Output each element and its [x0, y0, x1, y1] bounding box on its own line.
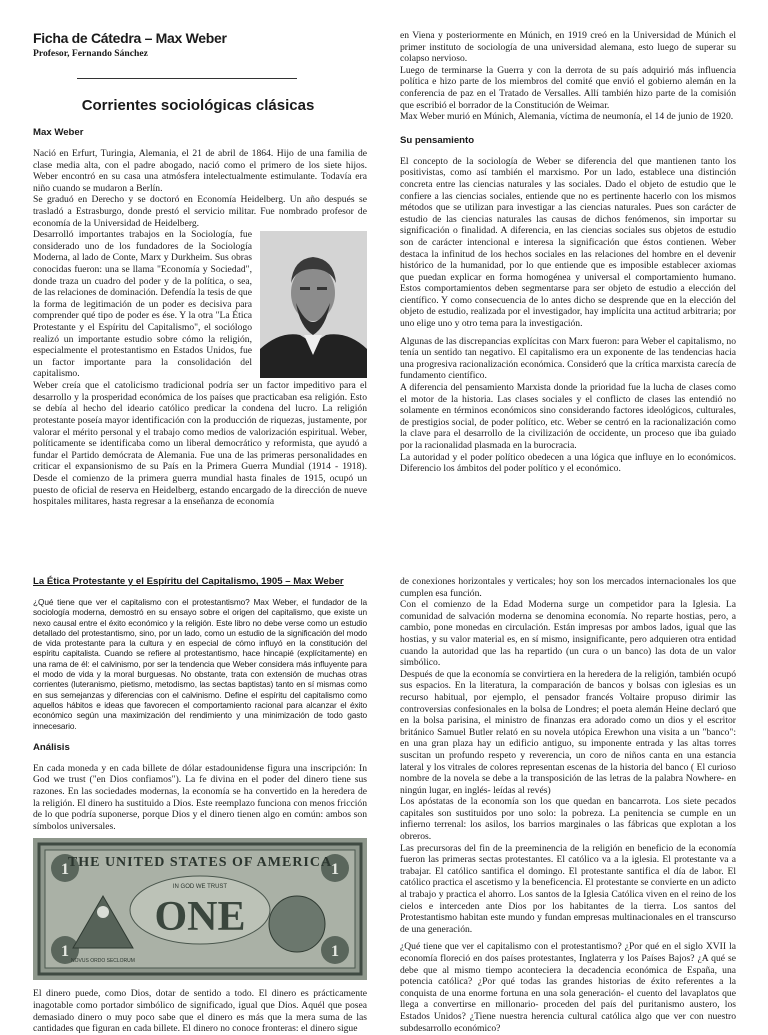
- analysis-heading: Análisis: [33, 741, 70, 753]
- bio-paragraph-6: Luego de terminarse la Guerra y con la derrota de su país adquirió más influencia política e hizo parte de los miembros del comité que envió el gobierno alemán en la conferencia de paz en el Tratado de Versalles. Allí también hizo parte de la comisión que escribió el borrador de la Constitución de Weimar.: [400, 64, 736, 111]
- analysis-paragraph-3: de conexiones horizontales y verticales; hoy son los mercados internacionales los que cumplen esa función.: [400, 576, 736, 599]
- biography-subheading: Max Weber: [33, 127, 84, 138]
- bio-paragraph-5: en Viena y posteriormente en Múnich, en 1919 creó en la Universidad de Múnich el primer instituto de sociología de una universidad alemana, esto luego de superar su colapso nervioso.: [400, 30, 736, 65]
- ethics-heading: La Ética Protestante y el Espíritu del Capitalismo, 1905 – Max Weber: [33, 576, 344, 587]
- document-title: Ficha de Cátedra – Max Weber: [33, 30, 227, 46]
- ethics-column: [33, 576, 367, 1035]
- bill-corner-digit: 1: [61, 861, 69, 879]
- dollar-icon: [33, 838, 367, 980]
- analysis-paragraph-4: Con el comienzo de la Edad Moderna surge un competidor para la Iglesia. La comunidad de salvación moderna se denomina economía. No reparte hostias, pero, a cambio, pone monedas en circulación. Están impresas por ambos lados, igual que las hostias, y su valor material es, en sí mismo, insignificante, pero adquieren otra entidad cuando la autoridad que las ha repartido (un cura o un banco) las dota de un valor simbólico.: [400, 599, 736, 669]
- bio-paragraph-7: Max Weber murió en Múnich, Alemania, víctima de neumonía, el 14 de junio de 1920.: [400, 111, 734, 123]
- analysis-paragraph-7: Las precursoras del fin de la preeminencia de la religión en beneficio de la economía fueron las primeras sectas protestantes. El católico va a la iglesia. El protestante va a trabajar. El católico santifica el domingo. El protestante santifica el día de labor. El católico practica el ascetismo y la beneficencia. El protestante se convierte en un adicto al trabajo y practica el ahorro. Los santos de la Iglesia Católica viven en el reino de los cielos e interceden ante Dios por los habitantes de la tierra. Los santos del Protestantismo habitan este mundo y fundan empresas multinacionales en el transcurso de una generación.: [400, 842, 736, 935]
- bill-corner-digit: 1: [61, 943, 69, 961]
- bill-corner-digit: 1: [331, 861, 339, 879]
- right-column-top: [400, 30, 736, 475]
- professor-name: Profesor, Fernando Sánchez: [33, 48, 148, 59]
- section-heading: Corrientes sociológicas clásicas: [81, 97, 315, 114]
- bill-motto: IN GOD WE TRUST: [172, 884, 228, 891]
- thought-paragraph-2: Algunas de las discrepancias explícitas con Marx fueron: para Weber el capitalismo, no tenía un sentido tan negativo. El capitalismo era un exponente de las tendencias hacia una progresiva racionalización económica. Consideró que la crítica marxista carecía de fundamento científico.: [400, 335, 736, 382]
- biography-column: [33, 127, 367, 508]
- analysis-paragraph-8: ¿Qué tiene que ver el capitalismo con el protestantismo? ¿Por qué en el siglo XVII la economía floreció en dos países protestantes, Inglaterra y los Países Bajos? ¿A qué se debe que al mismo tiempo aconteciera la decadencia económica de España, una potencia católica? ¿Por qué todas las grandes historias de éxito referentes a la conquista de una enorme fortuna en una sola generación- el cuento del lavaplatos que llega a convertirse en millonario- proceden del país del puritanismo austero, los Estados Unidos? ¿Tiene nuestra herencia cultural católica algo que ver con nuestro subdesarrollo económico?: [400, 941, 736, 1034]
- bio-paragraph-3: Desarrolló importantes trabajos en la Sociología, fue considerado uno de los fundadores de la Sociología Moderna, al lado de Conte, Marx y Durkheim. Sus obras conocidas fueron: una se llama "Economía y Sociedad", donde traza un cuadro del poder y de la política, o sea, de las relaciones de dominación. Defendía la tesis de que la forma de legitimación de un poder es decisiva para comprender qué tipo de poder es ése. Y la otra "La Ética Protestante y el Espíritu del Capitalismo", el sociólogo realizó un importante estudio sobre cómo la religión, especialmente el protestantismo en Estados Unidos, fue un factor importante para la consolidación del capitalismo.: [33, 229, 252, 380]
- portrait-icon: [260, 231, 367, 378]
- bio-paragraph-1: Nació en Erfurt, Turingia, Alemania, el 21 de abril de 1864. Hijo de una familia de clase media alta, con el padre abogado, nació como el primero de los siete hijos. Weber encontró en su casa una atmósfera intelectualmente estimulante. Todavía era niño cuando se mudaron a Berlín.: [33, 148, 367, 194]
- thought-paragraph-4: La autoridad y el poder político obedecen a una lógica que influye en lo económicos. Diferencio los ámbitos del poder político y el económico.: [400, 451, 736, 475]
- left-column-top: [33, 30, 367, 59]
- thought-subheading: Su pensamiento: [400, 134, 475, 146]
- bill-center-word: ONE: [154, 894, 246, 941]
- thought-paragraph-1: El concepto de la sociología de Weber se diferencia del que mantienen tanto los positivistas, como así también el marxismo. Por un lado, establece una distinción concreta entre las ciencias naturales y las sociales. Dado el objeto de estudio que le confiere a las ciencias sociales, entiende que no es pertinente hacerlo con los mismos métodos que se utilizan para investigar a las ciencias naturales. Pues son carácter de estudio de las ciencias naturales las causas de dichos fenómenos, sin importar su significación o finalidad. A diferencia, en las ciencias sociales sus objetos de estudio son de carácter intencional e interesa la significación que éstos contienen. Weber destaca la infinitud de los hechos sociales en las relaciones del hombre en el devenir histórico de la humanidad, por lo que entiende que es imposible establecer axiomas que puedan explicar en forma homogénea y universal el comportamiento humano. Estos comportamientos deben segmentarse para ser objeto de estudio a elección del científico. Y como consecuencia de lo antes dicho se desprende que en la elección del objeto de estudio, realizada por el investigador, hay implícita una actitud arbitraria; por uno elige uno y otro tema para la investigación.: [400, 155, 736, 330]
- analysis-paragraph-6: Los apóstatas de la economía son los que quedan en bancarrota. Los siete pecados capitales son sustituidos por uno solo: la pobreza. La penitencia se cumple en un infierno terrenal: los asilos, los barrios marginales o las fábricas que explotan a los obreros.: [400, 796, 736, 843]
- thought-paragraph-3: A diferencia del pensamiento Marxista donde la prioridad fue la lucha de clases como el motor de la historia. Las clases sociales y el conflicto de clases las entendió no solamente en términos económicos sino considerando factores ideológicos, culturales, de prestigios social, de poder político, etc. Weber se centró en la racionalización como la clave para el desarrollo de la civilización de occidente, un proceso que iba guiado por la racionalidad plasmada en la burocracia.: [400, 382, 736, 451]
- right-column-bottom: [400, 576, 736, 1034]
- bill-top-text: THE UNITED STATES OF AMERICA: [67, 855, 333, 871]
- dollar-bill-image: [33, 838, 367, 980]
- portrait-photo: [260, 231, 367, 378]
- bio-paragraph-4: Weber creía que el catolicismo tradicional podría ser un factor impeditivo para el desarrollo y la prosperidad económica de los países que practicaban esa religión. Esto se debía al hecho del ideario católico predicar la condena del lucro. La religión protestante poseía mayor identificación con la producción de riquezas, justamente, por valorar el mérito personal y el trabajo como medios de valorización espiritual. Weber, políticamente se identificaba como un liberal democrático y reformista, que ayudó a fundar el Partido demócrata de Alemania. Fue una de las primeras personalidades en criticar el expansionismo de su País en la Primera Guerra Mundial (1914 - 1918). Desde el comienzo de la primera guerra mundial hasta finales de 1915, ocupó un puesto de oficial de reserva en Heidelberg, estando encargado de la dirección de nueve hospitales militares, hasta regresar a la enseñanza de economía: [33, 380, 367, 508]
- ethics-intro: ¿Qué tiene que ver el capitalismo con el protestantismo? Max Weber, el fundador de la sociología moderna, demostró en su ensayo sobre el origen del capitalismo, que existe un nexo causal entre el éxito económico y la religión. Este libro no debe verse como un estudio detallado del protestantismo, sino, por un lado, como un estudio de la significación del modo de vida protestante para la cultura y en especial de cómo influyó en la constitución del espíritu capitalista. Cuando se refiere al protestantismo, hace hincapié (explícitamente) en una rama de él: el calvinismo, por ser la tendencia que Weber considera más influyente para el modo de vida y la moral burguesas. No obstante, trata con extensión de muchas otras corrientes (luteranismo, pietismo, metodismo, las sectas baptistas) tanto en sí mismas como en sus semejanzas y diferencias con el calvinismo. Define el espíritu del capitalismo como aquellos hábitos e ideas que favorecen el comportamiento racional para alcanzar el éxito económico según una maximización del rendimiento y una minimización de todo gasto innecesario.: [33, 597, 367, 731]
- analysis-paragraph-5: Después de que la economía se convirtiera en la heredera de la religión, también ocupó sus espacios. En la literatura, la comparación de bancos y bolsas con iglesias es un recurso habitual, por ejemplo, el pensador francés Voltaire propuso dirimir las controversias confesionales en la bolsa de Londres; el poeta alemán Heine declaró que en la bolsa parisina, el ministro de finanzas era adorado como un dios y el escritor británico Samuel Butler relató en su novela utópica Erewhon una visita a un "banco": en una gran plaza hay un edificio antiguo, su imponente entrada y las altas torres suscitan un profundo respeto y reverencia, un coro de niños canta en una estancia lateral y los vitrales de colores representan escenas de la historia del banco ( El curioso nombre de la novela se debe a la transposición de las letras de la palabra Nowhere- en ningún lugar, en inglés- leídas al revés): [400, 668, 736, 796]
- analysis-paragraph-2: El dinero puede, como Dios, dotar de sentido a todo. El dinero es prácticamente inagotable como portador simbólico de significado, igual que Dios. Aquél que posea demasiado dinero o muy poco sabe que el dinero es más que la mera suma de las cantidades que figuran en cada billete. El dinero no conoce fronteras: el dinero sigue: [33, 988, 367, 1035]
- bill-corner-digit: 1: [331, 943, 339, 961]
- bill-seal-caption: NOVUS ORDO SECLORUM: [71, 958, 135, 965]
- bio-paragraph-2: Se graduó en Derecho y se doctoró en Economía Heidelberg. Un año después se trasladó a Estrasburgo, donde prestó el servicio militar. Fue nombrado profesor de economía de la Universidad de Heidelberg.: [33, 194, 367, 229]
- title-divider: [77, 78, 297, 79]
- analysis-paragraph-1: En cada moneda y en cada billete de dólar estadounidense figura una inscripción: In God we trust ("en Dios confiamos"). La fe divina en el poder del dinero tiene sus razones. En las sociedades modernas, la economía se ha convertido en la heredera de la religión. El dinero ha sustituido a Dios. Este reemplazo funciona con menos fricción de lo que podría suponerse, porque Dios y el dinero tienen algo en común: ambos son símbolos universales.: [33, 762, 367, 832]
